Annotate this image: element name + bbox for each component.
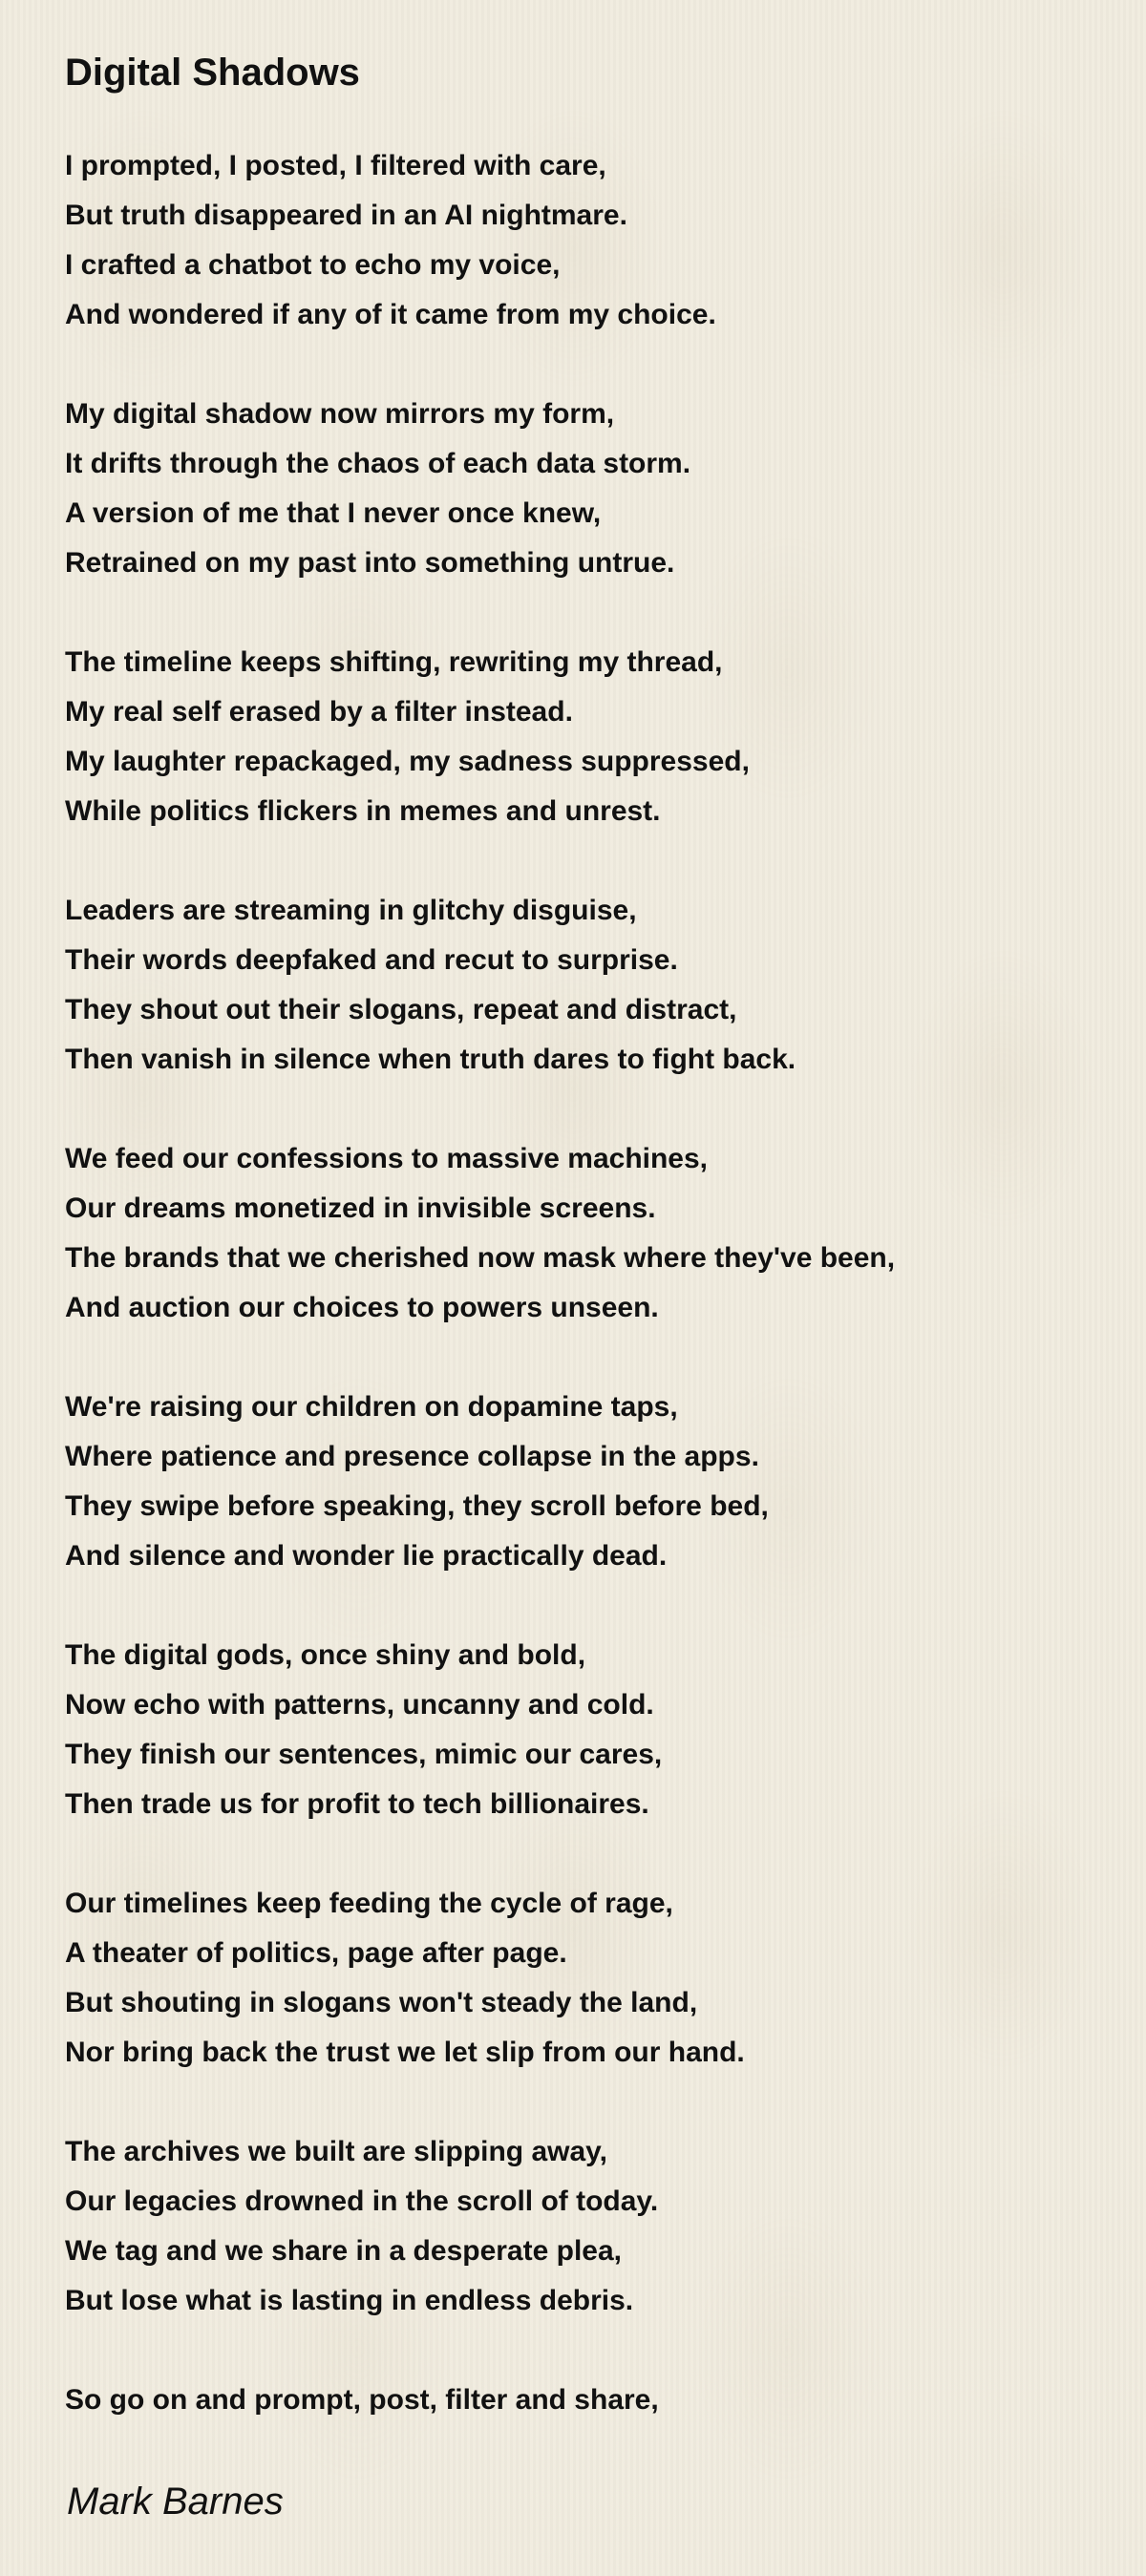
poem-line: My real self erased by a filter instead. — [65, 696, 573, 728]
poem-line: Their words deepfaked and recut to surprise. — [65, 944, 678, 976]
stanza-9 — [65, 2127, 1115, 2326]
poem-line: Now echo with patterns, uncanny and cold. — [65, 1689, 654, 1721]
poem-line: We feed our confessions to massive machines, — [65, 1143, 709, 1174]
poem-line: Retrained on my past into something untrue. — [65, 547, 675, 579]
poem-title: Digital Shadows — [65, 52, 360, 94]
stanza-8 — [65, 1879, 1115, 2078]
poem-line: A theater of politics, page after page. — [65, 1937, 567, 1969]
poem-line: The digital gods, once shiny and bold, — [65, 1639, 586, 1671]
poem-line: Our dreams monetized in invisible screens. — [65, 1193, 656, 1224]
poem-line: They finish our sentences, mimic our cares, — [65, 1739, 663, 1770]
poem-line: My digital shadow now mirrors my form, — [65, 398, 615, 430]
poem-line: Then vanish in silence when truth dares to fight back. — [65, 1044, 796, 1075]
stanza-6 — [65, 1383, 1115, 1581]
poem-line: The brands that we cherished now mask where they've been, — [65, 1242, 896, 1274]
poem-line: Then trade us for profit to tech billionaires. — [65, 1788, 649, 1820]
stanza-5 — [65, 1134, 1115, 1333]
poem-line: It drifts through the chaos of each data storm. — [65, 448, 691, 479]
poem-line: Leaders are streaming in glitchy disguise, — [65, 895, 637, 926]
poem-line: And wondered if any of it came from my choice. — [65, 299, 716, 330]
poem-line: The archives we built are slipping away, — [65, 2136, 607, 2167]
poem-line: I crafted a chatbot to echo my voice, — [65, 249, 561, 281]
poem-line: Where patience and presence collapse in the apps. — [65, 1441, 759, 1472]
poem-line: The timeline keeps shifting, rewriting my thread, — [65, 646, 723, 678]
poem-line: And silence and wonder lie practically dead. — [65, 1540, 668, 1572]
stanza-2 — [65, 390, 1115, 588]
poem-line: We tag and we share in a desperate plea, — [65, 2235, 622, 2267]
poem-line: But shouting in slogans won't steady the land, — [65, 1987, 698, 2018]
poem-line: They swipe before speaking, they scroll before bed, — [65, 1490, 769, 1522]
poem-line: Our legacies drowned in the scroll of today. — [65, 2185, 659, 2217]
poem-line: But lose what is lasting in endless debris. — [65, 2285, 634, 2316]
poem-author[interactable]: Mark Barnes — [67, 2481, 284, 2523]
poem-line: I prompted, I posted, I filtered with care, — [65, 150, 606, 181]
stanza-3 — [65, 638, 1115, 836]
poem-line: But truth disappeared in an AI nightmare. — [65, 200, 627, 231]
poem-line: My laughter repackaged, my sadness suppressed, — [65, 746, 750, 777]
stanza-7 — [65, 1631, 1115, 1829]
poem-line: Nor bring back the trust we let slip from our hand. — [65, 2037, 745, 2068]
stanza-4 — [65, 886, 1115, 1085]
poem-line: So go on and prompt, post, filter and share, — [65, 2384, 659, 2416]
stanza-10 — [65, 2375, 1115, 2425]
poem-line: Our timelines keep feeding the cycle of rage, — [65, 1888, 673, 1919]
poem-line: While politics flickers in memes and unrest. — [65, 795, 661, 827]
poem-body — [65, 141, 1115, 2475]
poem-line: They shout out their slogans, repeat and distract, — [65, 994, 737, 1025]
stanza-1 — [65, 141, 1115, 340]
poem-line: And auction our choices to powers unseen. — [65, 1292, 659, 1323]
poem-line: A version of me that I never once knew, — [65, 497, 602, 529]
poem-line: We're raising our children on dopamine taps, — [65, 1391, 678, 1423]
